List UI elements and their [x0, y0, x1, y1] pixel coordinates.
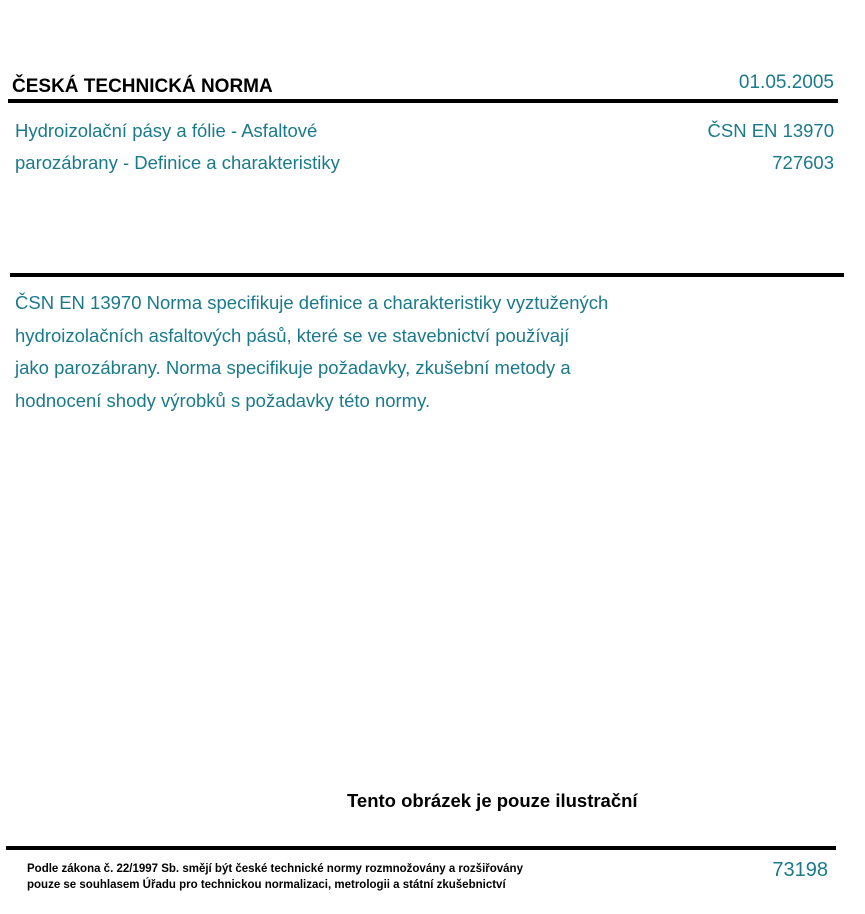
- legal-line: pouze se souhlasem Úřadu pro technickou normalizaci, metrologii a státní zkušebnictví: [27, 878, 506, 891]
- subject-line: parozábrany - Definice a charakteristiky: [15, 152, 340, 173]
- footer-divider: [6, 846, 836, 850]
- legal-line: Podle zákona č. 22/1997 Sb. smějí být české technické normy rozmnožovány a rozšiřovány: [27, 863, 523, 875]
- subject-line: Hydroizolační pásy a fólie - Asfaltové: [15, 120, 318, 141]
- document-type-heading: ČESKÁ TECHNICKÁ NORMA: [12, 76, 273, 97]
- class-number: 727603: [772, 152, 834, 173]
- abstract-line: hodnocení shody výrobků s požadavky této normy.: [15, 389, 431, 411]
- abstract-line: hydroizolačních asfaltových pásů, které se ve stavebnictví používají: [15, 324, 570, 346]
- section-divider: [10, 273, 844, 277]
- standard-designation: ČSN EN 13970: [707, 120, 834, 141]
- catalog-number: 73198: [772, 859, 828, 881]
- abstract-line: jako parozábrany. Norma specifikuje požadavky, zkušební metody a: [15, 357, 571, 378]
- standard-codes: [708, 115, 834, 179]
- effective-date: 01.05.2005: [738, 72, 834, 93]
- header-divider: [8, 99, 838, 103]
- abstract-line: ČSN EN 13970 Norma specifikuje definice a charakteristiky vyztužených: [15, 292, 609, 313]
- standard-subject: [15, 115, 340, 179]
- abstract-text: [15, 287, 735, 417]
- illustration-disclaimer: Tento obrázek je pouze ilustrační: [347, 790, 638, 811]
- legal-notice: [27, 862, 523, 893]
